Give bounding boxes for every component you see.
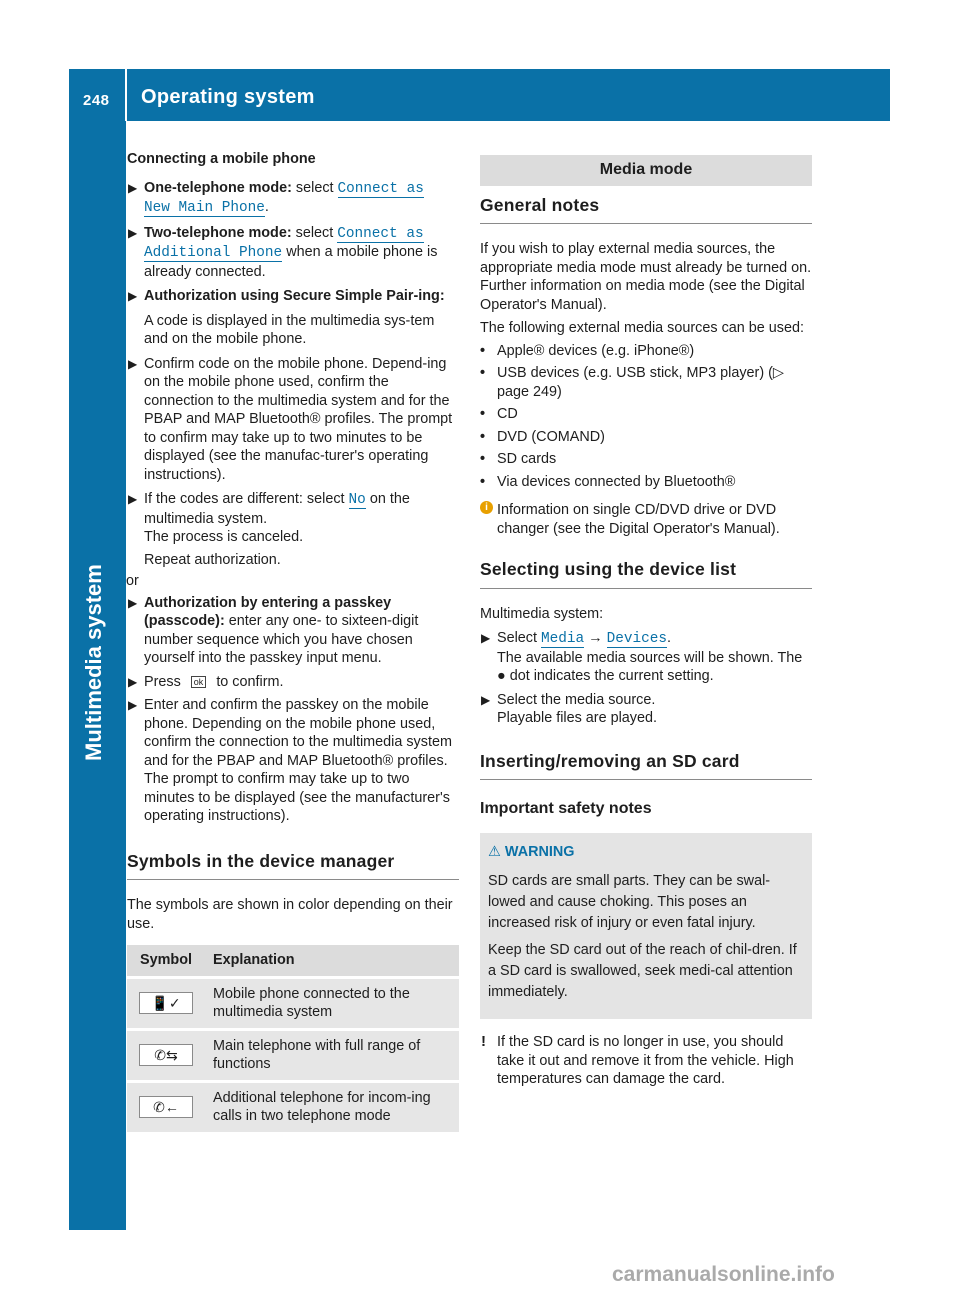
- col-symbol: Symbol: [127, 945, 205, 977]
- list-item: • USB devices (e.g. USB stick, MP3 player) (▷ page 249): [480, 365, 784, 400]
- table-row: ✆← Additional telephone for incom-ing calls in two telephone mode: [127, 1081, 459, 1133]
- step-passkey: ▶ Authorization by entering a passkey (passcode): enter any one- to sixteen-digit number sequence which you have chosen yourself into the passkey input menu.: [128, 594, 419, 666]
- step-arrow-icon: ▶: [128, 595, 138, 610]
- menu-devices: Devices: [606, 631, 668, 647]
- step-codes-different: ▶ If the codes are different: select No on the multimedia system. The process is canceled. Repeat authorization.: [128, 491, 410, 568]
- safety-heading: Important safety notes: [480, 800, 652, 817]
- general-notes-p2: The following external media sources can be used:: [480, 320, 804, 336]
- ok-button-icon: ok: [191, 676, 207, 688]
- step-arrow-icon: ▶: [481, 631, 491, 645]
- page-number: 248: [83, 92, 110, 109]
- general-notes-heading: General notes: [480, 196, 812, 225]
- warning-p2: Keep the SD card out of the reach of chil-dren. If a SD card is swallowed, seek medi-cal attention immediately.: [488, 942, 797, 1000]
- header-divider: [125, 69, 127, 121]
- menu-new-main-phone: New Main Phone: [144, 200, 265, 216]
- info-icon: i: [480, 501, 493, 514]
- caution-icon: !: [481, 1033, 486, 1050]
- right-column: [480, 155, 812, 1089]
- info-note: i Information on single CD/DVD drive or DVD changer (see the Digital Operator's Manual).: [480, 501, 812, 538]
- connecting-heading: Connecting a mobile phone: [127, 151, 316, 167]
- table-row: ✆⇆ Main telephone with full range of functions: [127, 1029, 459, 1081]
- step-two-telephone: ▶ Two-telephone mode: select Connect as Additional Phone when a mobile phone is already connected.: [128, 224, 438, 280]
- step-arrow-icon: ▶: [128, 674, 138, 689]
- symbols-text: The symbols are shown in color depending on their use.: [127, 897, 453, 932]
- menu-media: Media: [541, 631, 585, 647]
- step-select-source: ▶ Select the media source. Playable files are played.: [481, 691, 657, 726]
- sd-card-heading: Inserting/removing an SD card: [480, 752, 812, 781]
- menu-connect-as: Connect as: [337, 225, 424, 242]
- caution-note: ! If the SD card is no longer in use, you should take it out and remove it from the vehicle. High temperatures can damage the card.: [481, 1033, 794, 1087]
- warning-box: [480, 833, 812, 1020]
- step-arrow-icon: ▶: [481, 692, 491, 707]
- menu-connect-as: Connect as: [337, 180, 424, 197]
- list-item: • Via devices connected by Bluetooth®: [480, 473, 736, 490]
- list-item: • CD: [480, 406, 518, 422]
- step-select-devices: ▶ Select Media → Devices. The available media sources will be shown. The ● dot indicates the current setting.: [481, 630, 803, 684]
- step-arrow-icon: ▶: [128, 180, 138, 195]
- additional-phone-icon: ✆←: [139, 1096, 193, 1118]
- step-arrow-icon: ▶: [128, 698, 138, 712]
- chapter-label: Multimedia system: [81, 564, 106, 761]
- warning-title: ⚠ WARNING: [488, 843, 575, 860]
- step-arrow-icon: ▶: [128, 225, 138, 240]
- col-explanation: Explanation: [205, 945, 459, 977]
- list-item: • DVD (COMAND): [480, 428, 605, 445]
- table-row: 📱✓ Mobile phone connected to the multimedia system: [127, 977, 459, 1029]
- media-mode-heading: Media mode: [480, 155, 812, 186]
- menu-no: No: [348, 492, 366, 508]
- general-notes-p1: If you wish to play external media sources, the appropriate media mode must already be turned on. Further information on media mode (see the Digital Operator's Manual).: [480, 241, 812, 313]
- mm-system-label: Multimedia system:: [480, 605, 604, 622]
- device-list-heading: Selecting using the device list: [480, 560, 812, 589]
- main-phone-icon: ✆⇆: [139, 1044, 193, 1066]
- step-enter-passkey: ▶ Enter and confirm the passkey on the mobile phone. Depending on the mobile phone used, confirm the connection to the multimedia system and for the PBAP and MAP Bluetooth® profiles. The prompt to confirm may take up to two minutes to be displayed (see the manufacturer's operating instructions).: [128, 697, 452, 824]
- step-press-ok: ▶ Press ok to confirm.: [128, 673, 284, 690]
- menu-additional-phone: Additional Phone: [144, 245, 283, 261]
- watermark: carmanualsonline.info: [612, 1263, 835, 1286]
- step-arrow-icon: ▶: [128, 356, 138, 371]
- step-auth-ssp: ▶ Authorization using Secure Simple Pair-ing: A code is displayed in the multimedia sys-tem and on the mobile phone.: [128, 288, 445, 347]
- left-column: [127, 150, 459, 1135]
- symbols-table: [127, 945, 459, 1135]
- page-title: Operating system: [141, 86, 315, 108]
- warning-p1: SD cards are small parts. They can be swal-lowed and cause choking. This poses an increased risk of injury or even fatal injury.: [488, 873, 771, 931]
- step-arrow-icon: ▶: [128, 289, 138, 303]
- list-item: • Apple® devices (e.g. iPhone®): [480, 342, 695, 359]
- page-header: [69, 69, 890, 121]
- step-confirm-code: ▶ Confirm code on the mobile phone. Depend-ing on the mobile phone used, confirm the connection to the multimedia system and for the PBAP and MAP Bluetooth® profiles. The prompt to confirm may take up to two minutes to be displayed (see the manufac-turer's operating instructions).: [128, 355, 453, 483]
- list-item: • SD cards: [480, 451, 557, 467]
- or-text: or: [126, 573, 139, 589]
- chapter-side-tab: [69, 121, 126, 1230]
- step-arrow-icon: ▶: [128, 492, 138, 506]
- warning-triangle-icon: ⚠: [488, 843, 501, 860]
- phone-connected-icon: 📱✓: [139, 992, 193, 1014]
- symbols-heading: Symbols in the device manager: [127, 852, 459, 881]
- step-one-telephone: ▶ One-telephone mode: select Connect as New Main Phone.: [128, 179, 424, 216]
